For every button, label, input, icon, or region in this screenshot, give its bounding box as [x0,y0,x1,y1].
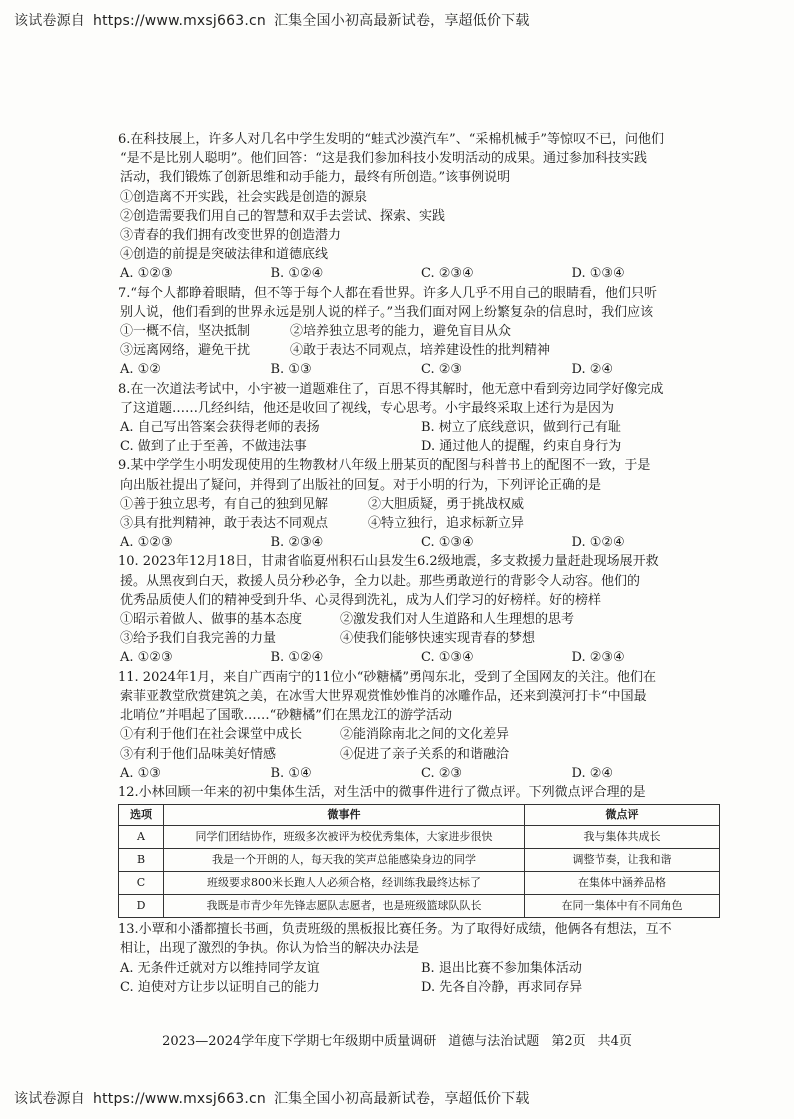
table-header: 微事件 [164,805,525,826]
option-a[interactable]: A. 无条件迁就对方以维持同学友谊 [120,960,320,976]
option-b[interactable]: B. ①④ [270,765,312,781]
option-b[interactable]: B. ①②④ [270,266,324,282]
table-row[interactable] [119,826,720,849]
table-cell-event: 我是一个开朗的人，每天我的笑声总能感染身边的同学 [164,849,525,872]
statement: ③远离网络，避免干扰 [120,343,251,359]
question-stem-line: 7.“每个人都睁着眼睛，但不等于每个人都在看世界。许多人几乎不用自己的眼睛看，他们只听 [118,285,658,301]
option-a[interactable]: A. ①③ [120,765,161,781]
footer-subject: 道德与法治试题 [448,1034,540,1049]
statement: ④敢于表达不同观点，培养建设性的批判精神 [290,343,551,359]
question-stem-line: 别人说，他们看到的世界永远是别人说的样子。”当我们面对网上纷繁复杂的信息时，我们应该 [120,304,654,320]
statement: ②能消除南北之间的文化差异 [340,727,510,743]
question-stem-line: 了这道题……几经纠结，他还是收回了视线，专心思考。小宇最终采取上述行为是因为 [120,400,615,416]
question-10 [118,552,722,667]
statement-row [118,322,722,341]
table-cell-review: 在集体中涵养品格 [525,872,720,895]
option-d[interactable]: D. ①③④ [571,266,625,282]
micro-review-table [118,804,720,918]
statement: ④特立独行，追求标新立异 [368,516,525,532]
option-b[interactable]: B. 树立了底线意识，做到行己有耻 [421,420,621,436]
table-cell-event: 班级要求800米长跑人人必须合格，经训练我最终达标了 [164,872,525,895]
option-b[interactable]: B. ②③④ [270,535,324,551]
statement: ①创造离不开实践，社会实践是创造的源泉 [120,189,368,205]
table-header: 选项 [119,805,164,826]
table-row[interactable] [119,849,720,872]
question-6 [118,130,722,284]
option-d[interactable]: D. ②④ [571,765,614,781]
question-11 [118,668,722,783]
option-d[interactable]: D. ②③④ [571,650,625,666]
option-a[interactable]: A. ①②③ [120,535,173,551]
statement: ④使我们能够快速实现青春的梦想 [340,631,536,647]
question-stem-line: 索菲亚教堂欣赏建筑之美，在冰雪大世界观赏惟妙惟肖的冰雕作品，还来到漠河打卡“中国最 [120,688,647,704]
bottom-source-banner [14,1088,530,1108]
banner-source-text: 该试卷源自 [14,13,85,29]
answer-options [118,978,722,997]
statement: ②培养独立思考的能力，避免盲目从众 [290,324,512,340]
option-d[interactable]: D. 先各自冷静，再求同存异 [421,979,583,995]
statement-row [118,495,722,514]
question-stem-line: 12.小林回顾一年来的初中集体生活，对生活中的微事件进行了微点评。下列微点评合理的是 [118,784,646,800]
question-stem-line: 8.在一次道法考试中，小宇被一道题难住了，百思不得其解时，他无意中看到旁边同学好像完成 [118,381,664,397]
statement: ③青春的我们拥有改变世界的创造潜力 [120,228,342,244]
question-stem-line: 9.某中学学生小明发现使用的生物教材八年级上册某页的配图与科普书上的配图不一致，于是 [118,458,651,474]
option-b[interactable]: B. ①②④ [270,650,324,666]
footer-page-number: 第2页 [551,1034,586,1049]
statement: ③有利于他们品味美好情感 [120,746,277,762]
question-stem-line: 13.小覃和小潘都擅长书画，负责班级的黑板报比赛任务。为了取得好成绩，他俩各有想法，互不 [118,922,672,938]
question-stem-line: 活动，我们锻炼了创新思维和动手能力，最终有所创造。”该事例说明 [120,170,511,186]
statement-row [118,610,722,629]
table-cell-review: 调整节奏，让我和谐 [525,849,720,872]
option-a[interactable]: A. ①② [120,362,161,378]
table-cell-event: 同学们团结协作，班级多次被评为校优秀集体，大家进步很快 [164,826,525,849]
option-c[interactable]: C. ②③④ [421,266,474,282]
page-footer [0,1030,794,1049]
option-c[interactable]: C. 迫使对方让步以证明自己的能力 [120,979,320,995]
table-row[interactable] [119,895,720,918]
option-c[interactable]: C. ①③④ [421,650,474,666]
answer-options [118,360,722,379]
top-source-banner [14,10,530,30]
question-stem-line: 北哨位”并唱起了国歌……“砂糖橘”们在黑龙江的游学活动 [120,708,452,724]
answer-options [118,648,722,667]
table-row[interactable] [119,872,720,895]
table-cell-option: B [119,849,164,872]
answer-options [118,418,722,437]
question-stem-line: 向出版社提出了疑问，并得到了出版社的回复。对于小明的行为，下列评论正确的是 [120,477,602,493]
statement-row [118,629,722,648]
statement: ③具有批判精神，敢于表达不同观点 [120,516,329,532]
table-header: 微点评 [525,805,720,826]
question-7 [118,284,722,380]
option-a[interactable]: A. ①②③ [120,650,173,666]
question-stem-line: 10. 2023年12月18日，甘肃省临夏州积石山县发生6.2级地震，多支救援力量赶赴现场展开救 [118,554,659,570]
statement: ①一概不信，坚决抵制 [120,324,251,340]
statement: ④创造的前提是突破法律和道德底线 [120,247,329,263]
answer-options [118,959,722,978]
statement: ①有利于他们在社会课堂中成长 [120,727,303,743]
question-stem-line: 相让，出现了激烈的争执。你认为恰当的解决办法是 [120,941,420,957]
answer-options [118,533,722,552]
statement-row [118,725,722,744]
statement: ②大胆质疑，勇于挑战权威 [368,496,525,512]
table-cell-review: 我与集体共成长 [525,826,720,849]
question-stem-line: 6.在科技展上，许多人对几名中学生发明的“蛙式沙漠汽车”、“采棉机械手”等惊叹不已，问他们 [118,132,664,147]
table-cell-option: C [119,872,164,895]
statement-row [118,341,722,360]
question-13 [118,920,722,997]
banner-url-link[interactable]: https://www.mxsj663.cn [93,1091,266,1107]
answer-options [118,264,722,283]
question-stem-line: 11. 2024年1月，来自广西南宁的11位小“砂糖橘”勇闯东北，受到了全国网友的关注。他们在 [118,669,656,685]
option-d[interactable]: D. 通过他人的提醒，约束自身行为 [421,439,622,455]
banner-url-link[interactable]: https://www.mxsj663.cn [93,13,266,29]
question-8 [118,380,722,457]
option-c[interactable]: C. ②③ [421,765,463,781]
footer-total-pages: 共4页 [597,1034,632,1049]
exam-content [118,130,722,997]
question-12 [118,783,722,918]
option-d[interactable]: D. ②④ [571,362,614,378]
option-c[interactable]: C. ②③ [421,362,463,378]
statement: ①善于独立思考，有自己的独到见解 [120,496,329,512]
statement: ①昭示着做人、做事的基本态度 [120,612,303,628]
option-c[interactable]: C. 做到了止于至善，不做违法事 [120,439,307,455]
statement: ③给予我们自我完善的力量 [120,631,277,647]
answer-options [118,764,722,783]
option-b[interactable]: B. ①③ [270,362,312,378]
table-cell-option: D [119,895,164,918]
table-cell-review: 在同一集体中有不同角色 [525,895,720,918]
table-header-row [119,805,720,826]
option-a[interactable]: A. ①②③ [120,266,173,282]
table-cell-event: 我既是市青少年先锋志愿队志愿者，也是班级篮球队队长 [164,895,525,918]
option-a[interactable]: A. 自己写出答案会获得老师的表扬 [120,420,320,436]
banner-slogan: 汇集全国小初高最新试卷，享超低价下载 [273,13,530,29]
statement: ②激发我们对人生道路和人生理想的思考 [340,612,575,628]
statement: ②创造需要我们用自己的智慧和双手去尝试、探索、实践 [120,208,446,224]
option-b[interactable]: B. 退出比赛不参加集体活动 [421,960,582,976]
statement-row [118,745,722,764]
answer-options [118,437,722,456]
option-c[interactable]: C. ①③④ [421,535,474,551]
footer-exam-title: 2023—2024学年度下学期七年级期中质量调研 [162,1034,437,1049]
statement: ④促进了亲子关系的和谐融洽 [340,746,510,762]
statement-row [118,514,722,533]
banner-source-text: 该试卷源自 [14,1091,85,1107]
option-d[interactable]: D. ①②④ [571,535,625,551]
question-9 [118,456,722,552]
question-stem-line: “是不是比别人聪明”。他们回答：“这是我们参加科技小发明活动的成果。通过参加科技实践 [120,151,647,167]
question-stem-line: 援。从黑夜到白天，救援人员分秒必争，全力以赴。那些勇敢逆行的背影令人动容。他们的 [120,573,641,589]
question-stem-line: 优秀品质使人们的精神受到升华、心灵得到洗礼，成为人们学习的好榜样。好的榜样 [120,592,602,608]
banner-slogan: 汇集全国小初高最新试卷，享超低价下载 [273,1091,530,1107]
table-cell-option: A [119,826,164,849]
